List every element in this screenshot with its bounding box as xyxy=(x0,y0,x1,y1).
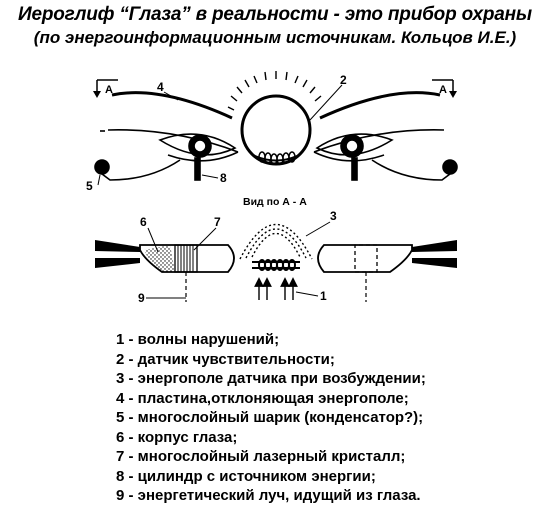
legend-item: 9 - энергетический луч, идущий из глаза. xyxy=(116,487,421,504)
callout-3: 3 xyxy=(330,209,337,223)
page-subtitle: (по энергоинформационным источникам. Кольцов И.Е.) xyxy=(33,28,517,47)
left-eye xyxy=(95,93,238,180)
condenser-ball-left xyxy=(95,160,109,174)
energy-cylinder-left xyxy=(195,158,200,180)
callout-1: 1 xyxy=(320,289,327,303)
eye-housing-fill xyxy=(144,245,175,272)
eye-tail-left xyxy=(102,160,180,180)
callout-9: 9 xyxy=(138,291,145,305)
callout-8: 8 xyxy=(220,171,227,185)
legend-item: 8 - цилиндр с источником энергии; xyxy=(116,467,376,485)
violation-waves xyxy=(259,282,293,300)
legend-item: 1 - волны нарушений; xyxy=(116,331,280,348)
section-label-right: A xyxy=(439,84,447,96)
eye-body-right xyxy=(318,240,457,302)
legend-item: 4 - пластина,отклоняющая энергополе; xyxy=(116,389,409,407)
eye-upper-lid-left xyxy=(108,130,238,152)
legend-list xyxy=(116,330,426,506)
page-title: Иероглиф “Глаза” в реальности - это прибор охраны xyxy=(18,4,532,25)
view-label: Вид по А - А xyxy=(243,196,307,208)
sensor-ring xyxy=(228,71,321,164)
legend-item: 3 - энергополе датчика при возбуждении; xyxy=(116,370,426,387)
callout-4: 4 xyxy=(157,80,164,94)
callout-7: 7 xyxy=(214,215,221,229)
legend-item: 2 - датчик чувствительности; xyxy=(116,350,335,368)
legend-item: 7 - многослойный лазерный кристалл; xyxy=(116,448,406,465)
callout-5: 5 xyxy=(86,179,93,193)
section-label-left: A xyxy=(105,84,113,96)
sensor-field xyxy=(240,225,312,271)
legend-item: 6 - корпус глаза; xyxy=(116,428,238,446)
legend-item: 5 - многослойный шарик (конденсатор?); xyxy=(116,409,424,426)
right-eye xyxy=(314,93,457,180)
callout-6: 6 xyxy=(140,215,147,229)
eye-body-left xyxy=(95,240,234,302)
callout-2: 2 xyxy=(340,73,347,87)
